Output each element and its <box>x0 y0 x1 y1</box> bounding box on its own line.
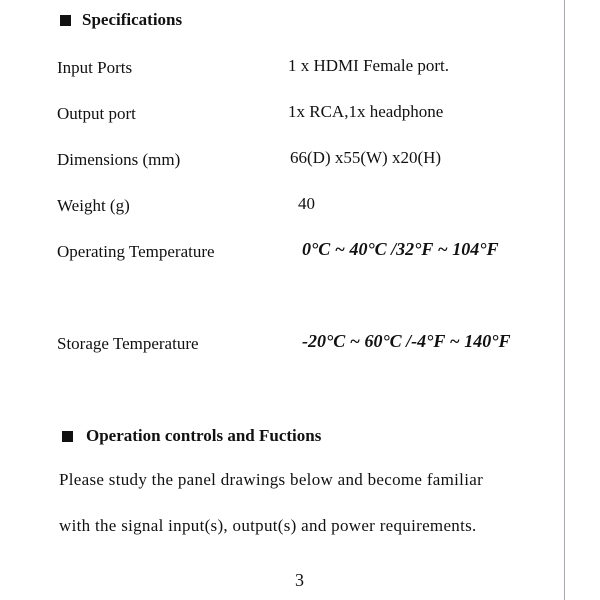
spec-value: 40 <box>298 194 315 213</box>
bullet-icon <box>60 15 71 26</box>
spec-value: 1 x HDMI Female port. <box>288 56 450 75</box>
spec-value: 66(D) x55(W) x20(H) <box>290 148 442 167</box>
spec-value: 0°C ~ 40°C /32°F ~ 104°F <box>302 239 499 259</box>
paragraph-line: Please study the panel drawings below and become familiar <box>59 470 484 489</box>
spec-label: Operating Temperature <box>57 242 215 261</box>
spec-value: -20°C ~ 60°C /-4°F ~ 140°F <box>302 331 511 351</box>
spec-value: 1x RCA,1x headphone <box>288 102 444 121</box>
section-heading-specifications: Specifications <box>82 10 183 29</box>
spec-label: Storage Temperature <box>57 334 199 353</box>
scan-edge-line <box>564 0 565 600</box>
spec-label: Dimensions (mm) <box>57 150 181 169</box>
spec-label: Output port <box>57 104 136 123</box>
paragraph-line: with the signal input(s), output(s) and power requirements. <box>59 516 477 535</box>
spec-label: Weight (g) <box>57 196 130 215</box>
spec-label: Input Ports <box>57 58 133 77</box>
section-heading-operation: Operation controls and Fuctions <box>86 426 322 445</box>
bullet-icon <box>62 431 73 442</box>
page-number: 3 <box>295 570 304 590</box>
